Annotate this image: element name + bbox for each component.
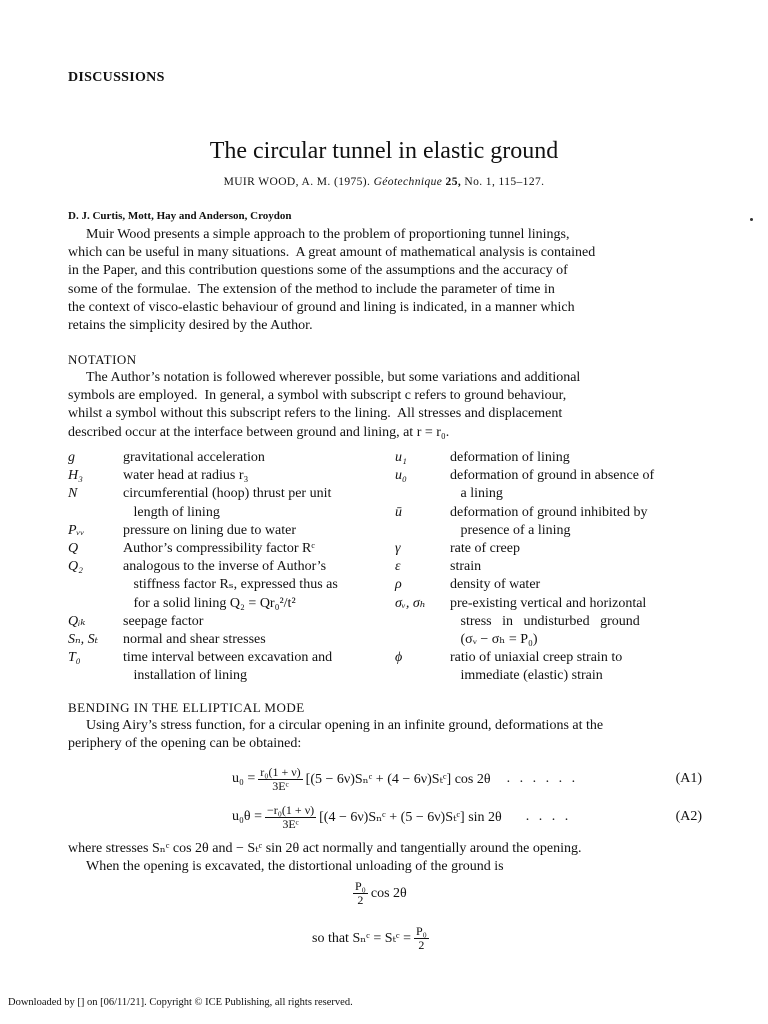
notation-row [395, 667, 705, 685]
notation-description: immediate (elastic) strain [450, 668, 603, 684]
notation-description: water head at radius r₃ [123, 468, 249, 484]
eq1-numerator: r₀(1 + ν) [260, 764, 301, 779]
text-line: some of the formulae. The extension of the method to include the parameter of time in [68, 281, 555, 297]
notation-row [68, 631, 388, 649]
section-header: DISCUSSIONS [68, 70, 165, 85]
page-mark [750, 218, 753, 221]
download-footer: Downloaded by [] on [06/11/21]. Copyright © ICE Publishing, all rights reserved. [8, 997, 353, 1008]
eq1-dots: . . . . . . [506, 771, 579, 786]
notation-description: stiffness factor Rₛ, expressed thus as [123, 577, 338, 593]
notation-symbol: Pᵥᵥ [68, 522, 85, 538]
eq2-numerator: −r₀(1 + ν) [266, 802, 315, 817]
equation-a1 [232, 762, 702, 796]
eq1-denominator: 3Eᶜ [272, 778, 289, 793]
notation-row [395, 595, 705, 613]
citation-author: MUIR WOOD, A. M. (1975). [223, 176, 371, 188]
notation-row [68, 504, 388, 522]
notation-symbol: N [68, 486, 78, 502]
notation-row [395, 449, 705, 467]
eq1-lhs: u₀ = [232, 771, 256, 786]
notation-row [68, 540, 388, 558]
text-line: where stresses Sₙᶜ cos 2θ and − Sₜᶜ sin 2θ act normally and tangentially around the opening. [68, 841, 582, 856]
notation-row [395, 631, 705, 649]
notation-symbol: Q [68, 541, 79, 557]
notation-description: seepage factor [123, 613, 204, 629]
equation-a2 [232, 800, 702, 834]
eq4-fraction [414, 925, 429, 952]
text-line: periphery of the opening can be obtained: [68, 736, 302, 752]
discussion-intro [68, 226, 702, 335]
notation-row [395, 540, 705, 558]
notation-symbol [395, 667, 450, 685]
eq4-numerator: P₀ [415, 924, 427, 938]
notation-description: time interval between excavation and [123, 650, 333, 666]
notation-row [68, 613, 388, 631]
citation-journal: Géotechnique [373, 176, 443, 188]
notation-symbol: ϕ [395, 650, 403, 666]
text-line: which can be useful in many situations. A great amount of mathematical analysis is contained [68, 245, 596, 261]
notation-symbol [68, 667, 123, 685]
notation-description: rate of creep [450, 541, 520, 557]
notation-row [395, 485, 705, 503]
citation-rest: No. 1, 115–127. [464, 176, 545, 188]
citation-volume: 25, [445, 176, 462, 188]
notation-description: normal and shear stresses [123, 632, 266, 648]
notation-row [68, 485, 388, 503]
notation-description: deformation of ground inhibited by [450, 504, 648, 520]
eq3-rhs: cos 2θ [370, 885, 407, 901]
notation-symbol: Sₙ, Sₜ [68, 632, 99, 648]
eq4-lhs: so that Sₙᶜ = Sₜᶜ = [312, 931, 411, 946]
text-line: Muir Wood presents a simple approach to the problem of proportioning tunnel linings, [86, 227, 570, 242]
notation-symbol: u₀ [395, 468, 407, 484]
notation-description: Author’s compressibility factor Rᶜ [123, 541, 315, 557]
eq3-fraction [353, 880, 368, 907]
notation-symbol [395, 613, 450, 631]
notation-description: stress in undisturbed ground [450, 613, 640, 629]
text-line: When the opening is excavated, the distortional unloading of the ground is [86, 859, 504, 875]
equation-unloading [350, 880, 407, 907]
text-line: Using Airy’s stress function, for a circular opening in an infinite ground, deformations at the [86, 718, 604, 733]
notation-description: strain [450, 559, 482, 575]
notation-description: pre-existing vertical and horizontal [450, 595, 647, 611]
notation-description: ratio of uniaxial creep strain to [450, 650, 623, 666]
notation-symbol [68, 576, 123, 594]
notation-row [395, 649, 705, 667]
notation-description: installation of lining [123, 668, 248, 684]
eq2-denominator: 3Eᶜ [282, 816, 299, 831]
eq3-denominator: 2 [357, 893, 364, 907]
notation-symbol: g [68, 450, 75, 465]
notation-description: deformation of ground in absence of [450, 468, 655, 484]
notation-symbol: ρ [395, 577, 402, 593]
notation-row [395, 504, 705, 522]
eq1-fraction [258, 766, 302, 793]
notation-description: circumferential (hoop) thrust per unit [123, 486, 332, 502]
notation-symbol [68, 595, 123, 613]
bending-after [68, 840, 702, 876]
notation-symbol [395, 522, 450, 540]
article-citation [0, 176, 768, 188]
notation-row [68, 522, 388, 540]
eq2-fraction [265, 804, 316, 831]
notation-row [395, 522, 705, 540]
equation-stress [312, 925, 432, 952]
discussion-authors: D. J. Curtis, Mott, Hay and Anderson, Croydon [68, 210, 292, 222]
eq2-dots: . . . . [525, 809, 572, 824]
notation-description: (σᵥ − σₕ = P₀) [450, 632, 538, 648]
notation-heading: NOTATION [68, 352, 137, 367]
notation-row [395, 467, 705, 485]
notation-row [395, 613, 705, 631]
notation-symbol [395, 631, 450, 649]
eq2-rhs: [(4 − 6ν)Sₙᶜ + (5 − 6ν)Sₜᶜ] sin 2θ [319, 809, 502, 825]
notation-row [68, 667, 388, 685]
bending-intro [68, 717, 702, 753]
text-line: retains the simplicity desired by the Author. [68, 318, 313, 334]
notation-description: analogous to the inverse of Author’s [123, 559, 327, 575]
notation-row [395, 558, 705, 576]
notation-symbol: H₃ [68, 468, 83, 484]
notation-symbol: ε [395, 559, 401, 575]
notation-row [68, 576, 388, 594]
notation-description: deformation of lining [450, 450, 570, 465]
eq2-number: (A2) [675, 809, 702, 824]
eq2-lhs: u₀θ = [232, 809, 262, 824]
notation-description: density of water [450, 577, 541, 593]
text-line: symbols are employed. In general, a symbol with subscript c refers to ground behaviour, [68, 388, 567, 404]
notation-row [68, 649, 388, 667]
notation-symbol: γ [395, 541, 401, 557]
eq4-denominator: 2 [418, 938, 425, 952]
notation-symbol: Q₂ [68, 559, 83, 575]
notation-symbol [395, 485, 450, 503]
eq1-rhs: [(5 − 6ν)Sₙᶜ + (4 − 6ν)Sₜᶜ] cos 2θ [305, 771, 491, 787]
notation-symbol [68, 504, 123, 522]
notation-row [68, 449, 388, 467]
text-line: described occur at the interface between ground and lining, at r = r₀. [68, 424, 450, 440]
notation-symbol: T₀ [68, 650, 81, 666]
notation-row [68, 595, 388, 613]
eq1-number: (A1) [675, 771, 702, 786]
eq3-numerator: P₀ [355, 879, 366, 893]
notation-description: pressure on lining due to water [123, 522, 297, 538]
article-title: The circular tunnel in elastic ground [209, 138, 559, 164]
notation-symbol: σᵥ, σₕ [395, 595, 426, 611]
notation-description: a lining [450, 486, 503, 502]
notation-row [68, 467, 388, 485]
text-line: in the Paper, and this contribution questions some of the assumptions and the accuracy of [68, 263, 568, 279]
text-line: the context of visco-elastic behaviour of ground and lining is indicated, in a manner which [68, 299, 575, 315]
notation-intro [68, 369, 702, 442]
notation-row [395, 576, 705, 594]
notation-left-column [68, 449, 388, 686]
notation-symbol: u₁ [395, 450, 407, 465]
bending-heading: BENDING IN THE ELLIPTICAL MODE [68, 700, 305, 715]
notation-description: for a solid lining Q₂ = Qr₀²/t² [123, 595, 296, 611]
notation-symbol: ū [395, 504, 402, 520]
notation-right-column [395, 449, 705, 686]
text-line: whilst a symbol without this subscript refers to the lining. All stresses and displacement [68, 406, 563, 422]
notation-description: length of lining [123, 504, 220, 520]
notation-row [68, 558, 388, 576]
notation-description: gravitational acceleration [123, 450, 265, 465]
text-line: The Author’s notation is followed wherever possible, but some variations and additional [86, 370, 581, 385]
notation-symbol: Qᵢₖ [68, 613, 86, 629]
notation-description: presence of a lining [450, 522, 571, 538]
